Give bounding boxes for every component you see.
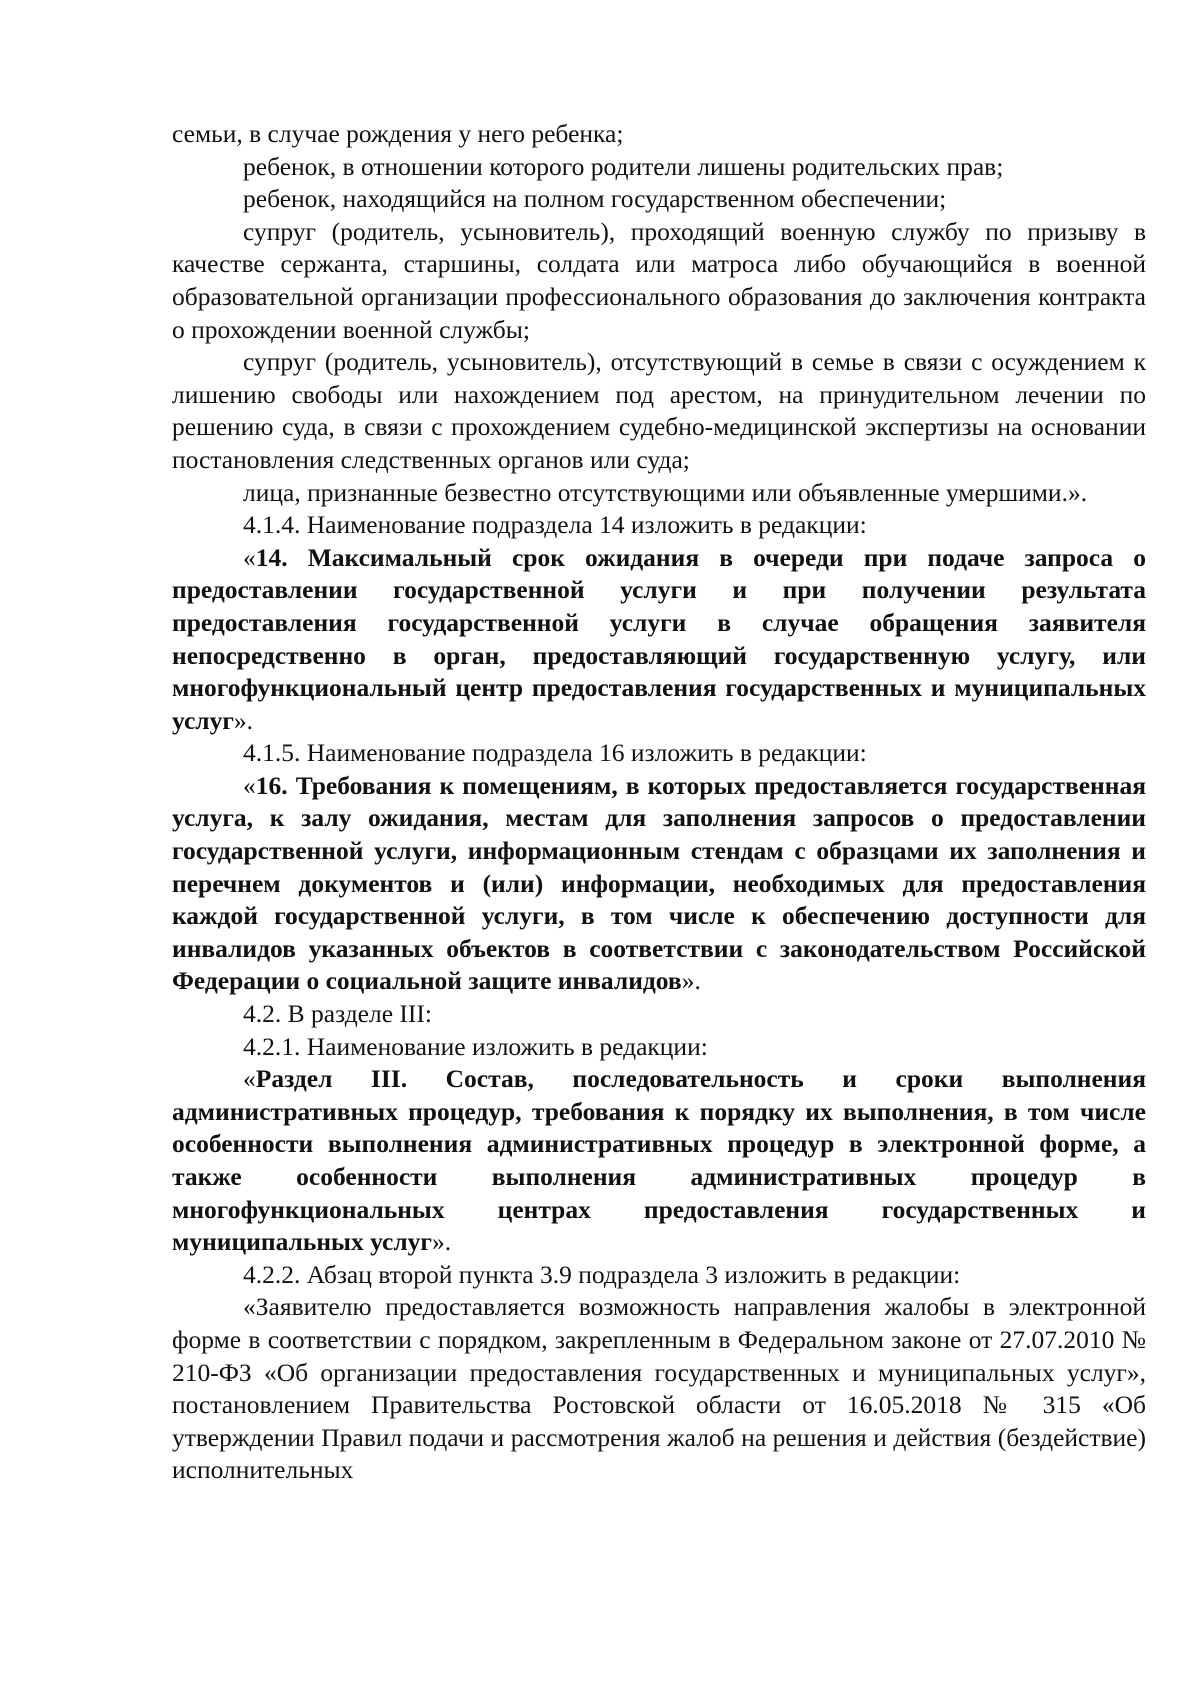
- quote-close: ».: [233, 705, 254, 735]
- subsection-16-title: 16. Требования к помещениям, в которых предоставляется государственная услуга, к залу ожидания, местам для заполнения запросов о предоставлении государственной услуги, информационным стендам с образцами их заполнения и перечнем документов и (или) информации, необходимых для предоставления каждой государственной услуги, в том числе к обеспечению доступности для инвалидов указанных объектов в соответствии с законодательством Российской Федерации о социальной защите инвалидов: [172, 770, 1146, 996]
- paragraph-4-2-2: 4.2.2. Абзац второй пункта 3.9 подраздела 3 изложить в редакции:: [243, 1259, 961, 1289]
- paragraph-absent-spouse: супруг (родитель, усыновитель), отсутствующий в семье в связи с осуждением к лишению свободы или нахождением под арестом, на принудительном лечении по решению суда, в связи с прохождением судебно-медицинской экспертизы на основании постановления следственных органов или суда;: [172, 347, 1146, 474]
- quote-open: «: [243, 1064, 256, 1094]
- paragraph-4-1-4: 4.1.4. Наименование подраздела 14 изложить в редакции:: [243, 510, 867, 540]
- paragraph-subsection-14: [172, 542, 1146, 738]
- paragraph-section-3: [172, 1063, 1146, 1259]
- paragraph-4-2: 4.2. В разделе III:: [243, 999, 432, 1029]
- paragraph-family-birth: семьи, в случае рождения у него ребенка;: [172, 119, 624, 148]
- subsection-14-title: 14. Максимальный срок ожидания в очереди при подаче запроса о предоставлении государственной услуги и при получении результата предоставления государственной услуги в случае обращения заявителя непосредственно в орган, предоставляющий государственную услугу, или многофункциональный центр предоставления государственных и муниципальных услуг: [172, 542, 1146, 735]
- paragraph-4-1-5: 4.1.5. Наименование подраздела 16 изложить в редакции:: [243, 738, 867, 768]
- quote-open: «: [243, 770, 256, 800]
- document-page: [172, 118, 1146, 1487]
- quote-close: ».: [432, 1227, 452, 1257]
- quote-close: ».: [681, 966, 701, 996]
- paragraph-complaint: «Заявителю предоставляется возможность направления жалобы в электронной форме в соответствии с порядком, закрепленным в Федеральном законе от 27.07.2010 № 210-ФЗ «Об организации предоставления государственных и муниципальных услуг», постановлением Правительства Ростовской области от 16.05.2018 № 315 «Об утверждении Правил подачи и рассмотрения жалоб на решения и действия (бездействие) исполнительных: [172, 1292, 1146, 1485]
- paragraph-missing-persons: лица, признанные безвестно отсутствующими или объявленные умершими.».: [243, 477, 1088, 507]
- section-3-title: Раздел III. Состав, последовательность и сроки выполнения административных процедур, требования к порядку их выполнения, в том числе особенности выполнения административных процедур в электронной форме, а также особенности выполнения административных процедур в многофункциональных центрах предоставления государственных и муниципальных услуг: [172, 1064, 1146, 1257]
- paragraph-subsection-16: [172, 770, 1146, 998]
- paragraph-deprived-rights: ребенок, в отношении которого родители лишены родительских прав;: [243, 151, 1004, 181]
- paragraph-military-service: супруг (родитель, усыновитель), проходящий военную службу по призыву в качестве сержанта, старшины, солдата или матроса либо обучающийся в военной образовательной организации профессионального образования до заключения контракта о прохождении военной службы;: [172, 216, 1146, 344]
- paragraph-4-2-1: 4.2.1. Наименование изложить в редакции:: [243, 1031, 708, 1061]
- quote-open: «: [243, 542, 256, 572]
- paragraph-state-support: ребенок, находящийся на полном государственном обеспечении;: [243, 184, 947, 214]
